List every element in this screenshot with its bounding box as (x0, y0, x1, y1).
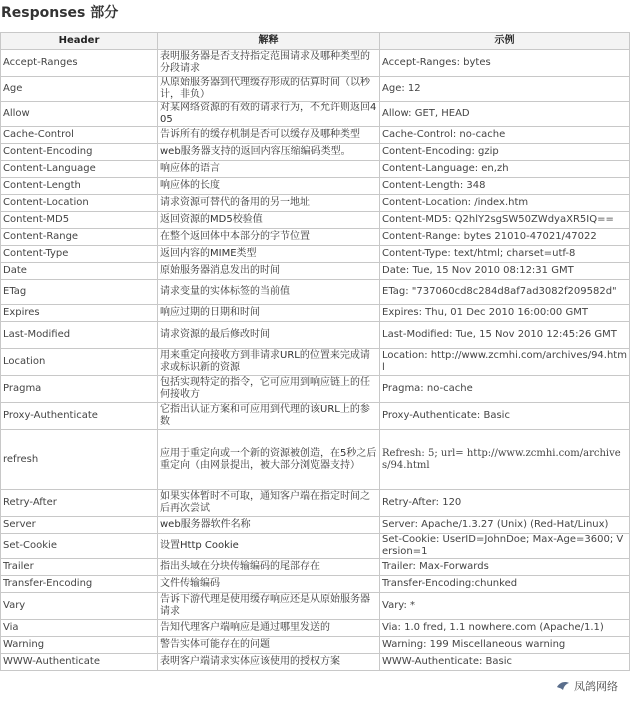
example-cell: Accept-Ranges: bytes (380, 50, 630, 77)
table-row (1, 654, 630, 671)
header-cell: Content-MD5 (1, 212, 158, 229)
example-cell: Content-MD5: Q2hlY2sgSW50ZWdyaXR5IQ== (380, 212, 630, 229)
example-cell: ETag: "737060cd8c284d8af7ad3082f209582d" (380, 280, 630, 305)
description-cell: 告知代理客户端响应是通过哪里发送的 (158, 620, 380, 637)
table-row (1, 195, 630, 212)
watermark-text: 凤鸽网络 (574, 680, 618, 693)
header-cell: Trailer (1, 559, 158, 576)
table-row (1, 246, 630, 263)
example-cell: Pragma: no-cache (380, 376, 630, 403)
header-cell: Content-Language (1, 161, 158, 178)
header-cell: Pragma (1, 376, 158, 403)
example-cell: Trailer: Max-Forwards (380, 559, 630, 576)
description-cell: 用来重定向接收方到非请求URL的位置来完成请求或标识新的资源 (158, 349, 380, 376)
table-row (1, 161, 630, 178)
example-cell: Transfer-Encoding:chunked (380, 576, 630, 593)
example-cell: Vary: * (380, 593, 630, 620)
example-cell: Via: 1.0 fred, 1.1 nowhere.com (Apache/1.1) (380, 620, 630, 637)
table-row (1, 229, 630, 246)
description-cell: 警告实体可能存在的问题 (158, 637, 380, 654)
example-cell: Cache-Control: no-cache (380, 127, 630, 144)
example-cell: Expires: Thu, 01 Dec 2010 16:00:00 GMT (380, 305, 630, 322)
table-row (1, 517, 630, 534)
example-cell: Set-Cookie: UserID=JohnDoe; Max-Age=3600; Version=1 (380, 534, 630, 559)
table-row (1, 559, 630, 576)
description-cell: 告诉所有的缓存机制是否可以缓存及哪种类型 (158, 127, 380, 144)
header-cell: Content-Encoding (1, 144, 158, 161)
description-cell: 表明服务器是否支持指定范围请求及哪种类型的分段请求 (158, 50, 380, 77)
example-cell: Content-Encoding: gzip (380, 144, 630, 161)
header-cell: Content-Type (1, 246, 158, 263)
description-cell: 告诉下游代理是使用缓存响应还是从原始服务器请求 (158, 593, 380, 620)
description-cell: web服务器软件名称 (158, 517, 380, 534)
example-cell: Content-Type: text/html; charset=utf-8 (380, 246, 630, 263)
header-cell: Content-Location (1, 195, 158, 212)
header-cell: Cache-Control (1, 127, 158, 144)
header-cell: Content-Length (1, 178, 158, 195)
example-cell: Location: http://www.zcmhi.com/archives/94.html (380, 349, 630, 376)
table-row (1, 403, 630, 430)
description-cell: web服务器支持的返回内容压缩编码类型。 (158, 144, 380, 161)
description-cell: 指出头域在分块传输编码的尾部存在 (158, 559, 380, 576)
bird-logo-icon (556, 680, 570, 692)
description-cell: 请求变量的实体标签的当前值 (158, 280, 380, 305)
example-cell: Refresh: 5; url= http://www.zcmhi.com/archives/94.html (380, 430, 630, 490)
table-row (1, 212, 630, 229)
table-row (1, 593, 630, 620)
description-cell: 表明客户端请求实体应该使用的授权方案 (158, 654, 380, 671)
page-title: Responses 部分 (1, 5, 119, 21)
header-cell: Vary (1, 593, 158, 620)
table-row (1, 280, 630, 305)
column-header-example: 示例 (380, 33, 630, 50)
header-cell: Accept-Ranges (1, 50, 158, 77)
header-cell: Content-Range (1, 229, 158, 246)
description-cell: 返回资源的MD5校验值 (158, 212, 380, 229)
example-cell: Last-Modified: Tue, 15 Nov 2010 12:45:26 GMT (380, 322, 630, 349)
table-row (1, 620, 630, 637)
description-cell: 在整个返回体中本部分的字节位置 (158, 229, 380, 246)
header-cell: Age (1, 77, 158, 102)
example-cell: Date: Tue, 15 Nov 2010 08:12:31 GMT (380, 263, 630, 280)
header-cell: refresh (1, 430, 158, 490)
watermark (552, 676, 622, 696)
description-cell: 原始服务器消息发出的时间 (158, 263, 380, 280)
header-cell: Expires (1, 305, 158, 322)
example-cell: Content-Location: /index.htm (380, 195, 630, 212)
table-row (1, 144, 630, 161)
description-cell: 从原始服务器到代理缓存形成的估算时间（以秒计，非负） (158, 77, 380, 102)
table-row (1, 178, 630, 195)
header-cell: Server (1, 517, 158, 534)
description-cell: 请求资源的最后修改时间 (158, 322, 380, 349)
example-cell: Content-Range: bytes 21010-47021/47022 (380, 229, 630, 246)
table-row (1, 637, 630, 654)
example-cell: WWW-Authenticate: Basic (380, 654, 630, 671)
description-cell: 文件传输编码 (158, 576, 380, 593)
table-row (1, 349, 630, 376)
table-row (1, 77, 630, 102)
header-cell: Allow (1, 102, 158, 127)
example-cell: Content-Language: en,zh (380, 161, 630, 178)
example-cell: Allow: GET, HEAD (380, 102, 630, 127)
header-cell: WWW-Authenticate (1, 654, 158, 671)
table-row (1, 102, 630, 127)
description-cell: 应用于重定向或一个新的资源被创造，在5秒之后重定向（由网景提出，被大部分浏览器支持） (158, 430, 380, 490)
description-cell: 如果实体暂时不可取，通知客户端在指定时间之后再次尝试 (158, 490, 380, 517)
header-cell: Transfer-Encoding (1, 576, 158, 593)
example-cell: Content-Length: 348 (380, 178, 630, 195)
header-cell: Set-Cookie (1, 534, 158, 559)
response-headers-table (0, 32, 630, 671)
table-row (1, 50, 630, 77)
table-row (1, 322, 630, 349)
table-row (1, 127, 630, 144)
table-row (1, 305, 630, 322)
description-cell: 包括实现特定的指令，它可应用到响应链上的任何接收方 (158, 376, 380, 403)
example-cell: Age: 12 (380, 77, 630, 102)
table-header-row (1, 33, 630, 50)
description-cell: 响应体的长度 (158, 178, 380, 195)
header-cell: Location (1, 349, 158, 376)
header-cell: Warning (1, 637, 158, 654)
column-header-description: 解释 (158, 33, 380, 50)
example-cell: Proxy-Authenticate: Basic (380, 403, 630, 430)
header-cell: Via (1, 620, 158, 637)
header-cell: Proxy-Authenticate (1, 403, 158, 430)
description-cell: 返回内容的MIME类型 (158, 246, 380, 263)
description-cell: 响应过期的日期和时间 (158, 305, 380, 322)
table-row (1, 490, 630, 517)
table-row (1, 576, 630, 593)
table-row (1, 534, 630, 559)
header-cell: Retry-After (1, 490, 158, 517)
description-cell: 设置Http Cookie (158, 534, 380, 559)
header-cell: Last-Modified (1, 322, 158, 349)
table-row (1, 430, 630, 490)
table-row (1, 376, 630, 403)
example-cell: Server: Apache/1.3.27 (Unix) (Red-Hat/Linux) (380, 517, 630, 534)
table-row (1, 263, 630, 280)
description-cell: 对某网络资源的有效的请求行为，不允许则返回405 (158, 102, 380, 127)
description-cell: 响应体的语言 (158, 161, 380, 178)
header-cell: ETag (1, 280, 158, 305)
example-cell: Retry-After: 120 (380, 490, 630, 517)
column-header-header: Header (1, 33, 158, 50)
description-cell: 它指出认证方案和可应用到代理的该URL上的参数 (158, 403, 380, 430)
example-cell: Warning: 199 Miscellaneous warning (380, 637, 630, 654)
header-cell: Date (1, 263, 158, 280)
description-cell: 请求资源可替代的备用的另一地址 (158, 195, 380, 212)
